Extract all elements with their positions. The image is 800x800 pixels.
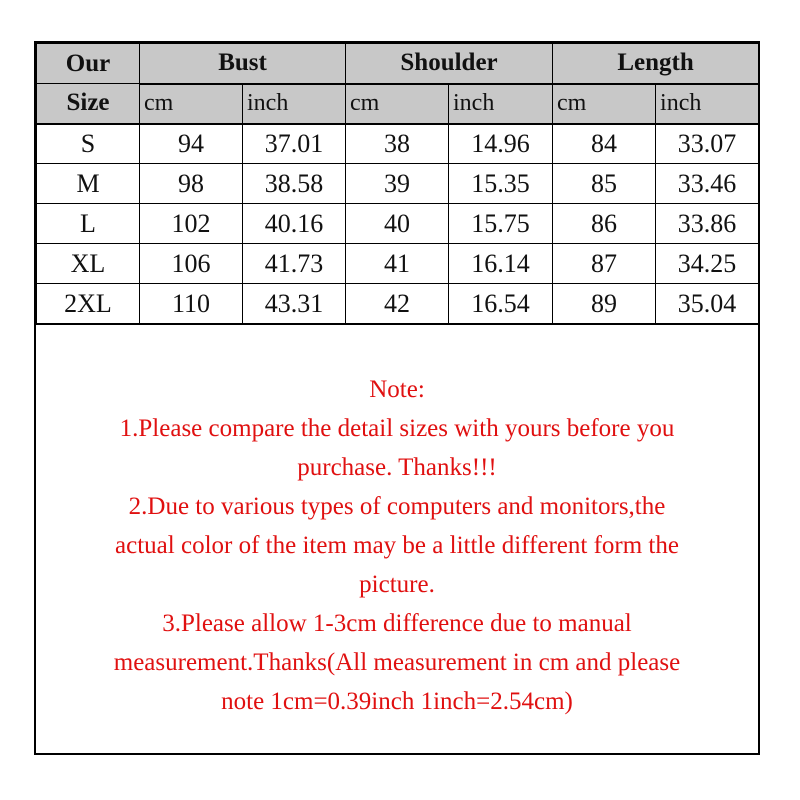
- note-line: measurement.Thanks(All measurement in cm and please: [113, 649, 681, 676]
- notes-text: [56, 370, 738, 721]
- table-row: [37, 164, 759, 204]
- table-cell: 15.35: [449, 164, 553, 204]
- table-cell: 98: [140, 164, 243, 204]
- table-cell: 102: [140, 204, 243, 244]
- size-cell: S: [37, 124, 140, 164]
- size-header-bottom: Size: [37, 84, 140, 124]
- table-cell: 106: [140, 244, 243, 284]
- table-header-row: [37, 44, 759, 84]
- unit-header: inch: [656, 84, 759, 124]
- table-cell: 35.04: [656, 284, 759, 324]
- size-cell: M: [37, 164, 140, 204]
- note-line: picture.: [359, 571, 435, 598]
- table-cell: 41: [346, 244, 449, 284]
- table-cell: 33.86: [656, 204, 759, 244]
- table-cell: 16.14: [449, 244, 553, 284]
- table-cell: 14.96: [449, 124, 553, 164]
- table-cell: 41.73: [243, 244, 346, 284]
- unit-header: cm: [140, 84, 243, 124]
- table-cell: 34.25: [656, 244, 759, 284]
- table-unit-row: [37, 84, 759, 124]
- table-cell: 38: [346, 124, 449, 164]
- table-cell: 16.54: [449, 284, 553, 324]
- unit-header: inch: [243, 84, 346, 124]
- size-chart: [34, 41, 760, 755]
- size-cell: 2XL: [37, 284, 140, 324]
- table-cell: 33.46: [656, 164, 759, 204]
- table-cell: 84: [553, 124, 656, 164]
- note-line: 2.Due to various types of computers and monitors,the: [128, 493, 666, 520]
- table-cell: 40: [346, 204, 449, 244]
- table-cell: 39: [346, 164, 449, 204]
- bust-header: Bust: [140, 44, 346, 84]
- note-title: Note:: [369, 376, 425, 403]
- table-row: [37, 284, 759, 324]
- size-header-top: Our: [37, 44, 140, 84]
- table-cell: 15.75: [449, 204, 553, 244]
- size-table: [36, 43, 759, 324]
- shoulder-header: Shoulder: [346, 44, 553, 84]
- table-row: [37, 204, 759, 244]
- table-cell: 89: [553, 284, 656, 324]
- unit-header: cm: [346, 84, 449, 124]
- table-cell: 37.01: [243, 124, 346, 164]
- note-line: note 1cm=0.39inch 1inch=2.54cm): [221, 688, 573, 715]
- size-cell: L: [37, 204, 140, 244]
- length-header: Length: [553, 44, 759, 84]
- table-row: [37, 244, 759, 284]
- unit-header: cm: [553, 84, 656, 124]
- table-cell: 43.31: [243, 284, 346, 324]
- note-line: actual color of the item may be a little different form the: [115, 532, 679, 559]
- table-cell: 86: [553, 204, 656, 244]
- table-cell: 110: [140, 284, 243, 324]
- note-line: 3.Please allow 1-3cm difference due to manual: [162, 610, 632, 637]
- note-line: 1.Please compare the detail sizes with yours before you: [119, 415, 675, 442]
- table-cell: 38.58: [243, 164, 346, 204]
- table-cell: 40.16: [243, 204, 346, 244]
- size-cell: XL: [37, 244, 140, 284]
- unit-header: inch: [449, 84, 553, 124]
- table-cell: 85: [553, 164, 656, 204]
- table-row: [37, 124, 759, 164]
- table-cell: 33.07: [656, 124, 759, 164]
- notes-section: [36, 323, 758, 753]
- note-line: purchase. Thanks!!!: [297, 454, 497, 481]
- table-cell: 87: [553, 244, 656, 284]
- table-cell: 94: [140, 124, 243, 164]
- table-cell: 42: [346, 284, 449, 324]
